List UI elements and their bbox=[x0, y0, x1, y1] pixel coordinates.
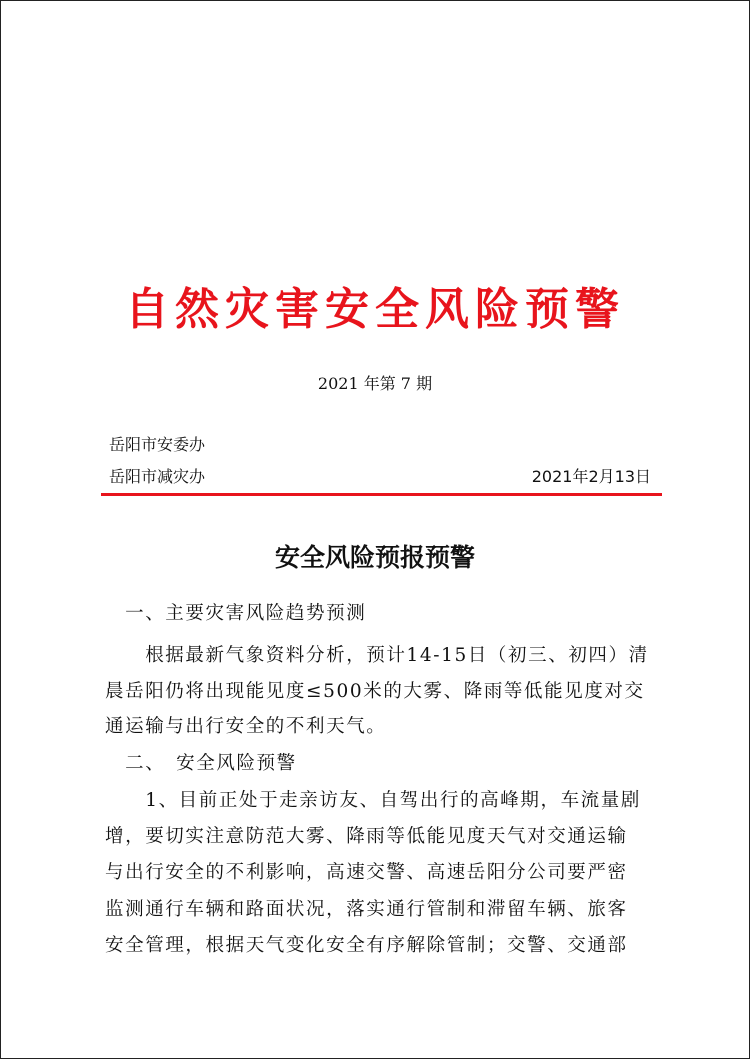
issue-date: 2021年2月13日 bbox=[531, 467, 651, 486]
body-line: 通运输与出行安全的不利天气。 bbox=[105, 716, 387, 737]
body-line: 监测通行车辆和路面状况，落实通行管制和滞留车辆、旅客 bbox=[105, 899, 628, 920]
issuing-office: 岳阳市减灾办 bbox=[109, 467, 206, 486]
body-line: 二、 安全风险预警 bbox=[105, 753, 297, 774]
red-divider bbox=[101, 493, 662, 496]
body-line: 根据最新气象资料分析，预计14-15日（初三、初四）清 bbox=[105, 645, 649, 666]
section-heading: 安全风险预报预警 bbox=[274, 543, 475, 572]
body-line: 增，要切实注意防范大雾、降雨等低能见度天气对交通运输 bbox=[105, 826, 628, 847]
body-line: 晨岳阳仍将出现能见度≤500米的大雾、降雨等低能见度对交 bbox=[105, 681, 645, 702]
issue-number: 2021 年第 7 期 bbox=[317, 374, 433, 393]
body-line: 安全管理，根据天气变化安全有序解除管制；交警、交通部 bbox=[105, 935, 628, 956]
issuing-office: 岳阳市安委办 bbox=[109, 435, 206, 454]
body-line: 1、目前正处于走亲访友、自驾出行的高峰期，车流量剧 bbox=[105, 790, 641, 811]
body-line: 与出行安全的不利影响，高速交警、高速岳阳分公司要严密 bbox=[105, 862, 628, 883]
document-title: 自然灾害安全风险预警 bbox=[125, 284, 625, 335]
body-line: 一、主要灾害风险趋势预测 bbox=[105, 603, 367, 624]
